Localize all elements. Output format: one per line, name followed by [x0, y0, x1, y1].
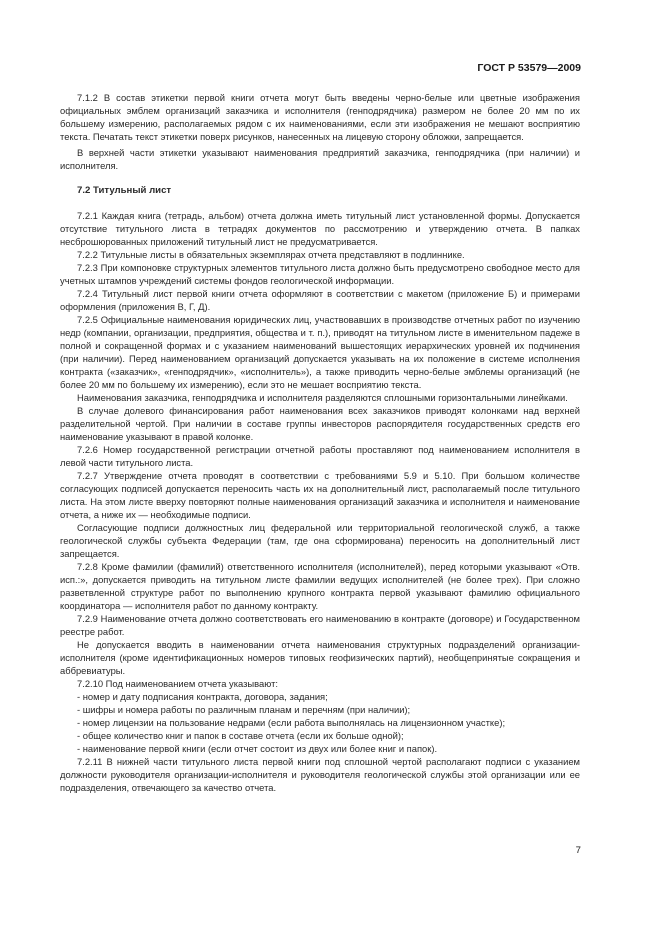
list-item: - общее количество книг и папок в составе отчета (если их больше одной);: [77, 730, 404, 741]
page-number: 7: [575, 845, 581, 856]
paragraph-7-2-8: 7.2.8 Кроме фамилии (фамилий) ответственного исполнителя (исполнителей), перед которыми указывают «Отв. исп.:», допускается приводить на титульном листе фамилии ведущих исполнителей (не более трех). При сложно разветвленной структуре работ по выполнению крупного контракта первой указывают фамилию официального координатора — исполнителя работ по данному контракту.: [60, 561, 580, 611]
list-item: - шифры и номера работы по различным планам и перечням (при наличии);: [77, 704, 411, 715]
paragraph-shared-financing: В случае долевого финансирования работ наименования всех заказчиков приводят колонками над верхней разделительной чертой. При наличии в составе группы инвесторов распорядителя государственных средств его наименование указывают в правой колонке.: [60, 405, 580, 442]
paragraph-7-2-10: 7.2.10 Под наименованием отчета указывают:: [77, 678, 278, 689]
paragraph-7-2-9: 7.2.9 Наименование отчета должно соответствовать его наименованию в контракте (договоре) и Государственном реестре работ.: [60, 613, 580, 637]
paragraph-7-2-11: 7.2.11 В нижней части титульного листа первой книги под сплошной чертой располагают подписи с указанием должности руководителя организации-исполнителя и руководителя геологической службы этой организации или ее подразделения, отвечающего за качество отчета.: [60, 756, 580, 793]
paragraph-7-2-3: 7.2.3 При компоновке структурных элементов титульного листа должно быть предусмотрено свободное место для учетных штампов учреждений системы фондов геологической информации.: [60, 262, 580, 286]
paragraph-7-2-7: 7.2.7 Утверждение отчета проводят в соответствии с требованиями 5.9 и 5.10. При большом количестве согласующих подписей допускается переносить часть их на дополнительный лист, располагаемый после титульного листа. На этом листе вверху повторяют полные наименования организаций заказчика и исполнителя и наименование отчета, а ниже их — необходимые подписи.: [60, 470, 580, 520]
paragraph-7-2-1: 7.2.1 Каждая книга (тетрадь, альбом) отчета должна иметь титульный лист установленной формы. Допускается отсутствие титульного листа в тетрадях документов по рассмотрению и утверждению отчета. В папках несброшюрованных приложений титульный лист не предусматривается.: [60, 210, 580, 247]
paragraph-7-2-2: 7.2.2 Титульные листы в обязательных экземплярах отчета представляют в подлиннике.: [77, 249, 465, 260]
paragraph-7-2-5: 7.2.5 Официальные наименования юридических лиц, участвовавших в производстве отчетных работ по изучению недр (компании, организации, предприятия, общества и т. п.), приводят на титульном листе в именительном падеже в полной и сокращенной формах и с указанием наименований вышестоящих иерархических уровней их подчинения (при наличии). Перед наименованием организаций допускается указывать на их положение в системе исполнения контракта («заказчик», «генподрядчик», «исполнитель»), а также приводить черно-белые эмблемы организаций (не более 20 мм по большему их измерению), если это не мешает восприятию текста.: [60, 314, 580, 390]
paragraph-signatures: Согласующие подписи должностных лиц федеральной или территориальной геологической служб, а также геологической службы субъекта Федерации (там, где она сформирована) переносить на дополнительный лист запрещается.: [60, 522, 580, 559]
section-heading-7-2: 7.2 Титульный лист: [77, 185, 172, 196]
document-body: [60, 91, 580, 794]
list-item: - номер лицензии на пользование недрами (если работа выполнялась на лицензионном участке);: [77, 717, 506, 728]
list-item: - номер и дату подписания контракта, договора, задания;: [77, 691, 328, 702]
paragraph-label-top: В верхней части этикетки указывают наименования предприятий заказчика, генподрядчика (при наличии) и исполнителя.: [60, 147, 580, 171]
paragraph-names-separation: Наименования заказчика, генподрядчика и исполнителя разделяются сплошными горизонтальными линейками.: [77, 392, 568, 403]
paragraph-7-2-6: 7.2.6 Номер государственной регистрации отчетной работы проставляют под наименованием исполнителя в левой части титульного листа.: [60, 444, 580, 468]
paragraph-7-2-4: 7.2.4 Титульный лист первой книги отчета оформляют в соответствии с макетом (приложение Б) и примерами оформления (приложения В, Г, Д).: [60, 288, 580, 312]
list-item: - наименование первой книги (если отчет состоит из двух или более книг и папок).: [77, 743, 438, 754]
document-standard-header: ГОСТ Р 53579—2009: [477, 62, 581, 74]
paragraph-name-restrictions: Не допускается вводить в наименовании отчета наименования структурных подразделений организации-исполнителя (кроме идентификационных номеров типовых геофизических партий), необщепринятые сокращения и аббревиатуры.: [60, 639, 580, 676]
paragraph-7-1-2: 7.1.2 В состав этикетки первой книги отчета могут быть введены черно-белые или цветные изображения официальных эмблем организаций заказчика и исполнителя (генподрядчика) размером не более 20 мм по их большему измерению, располагаемых рядом с их наименованиями, если эти изображения не мешают восприятию текста. Печатать текст этикетки поверх рисунков, нанесенных на лицевую сторону обложки, запрещается.: [60, 92, 580, 142]
